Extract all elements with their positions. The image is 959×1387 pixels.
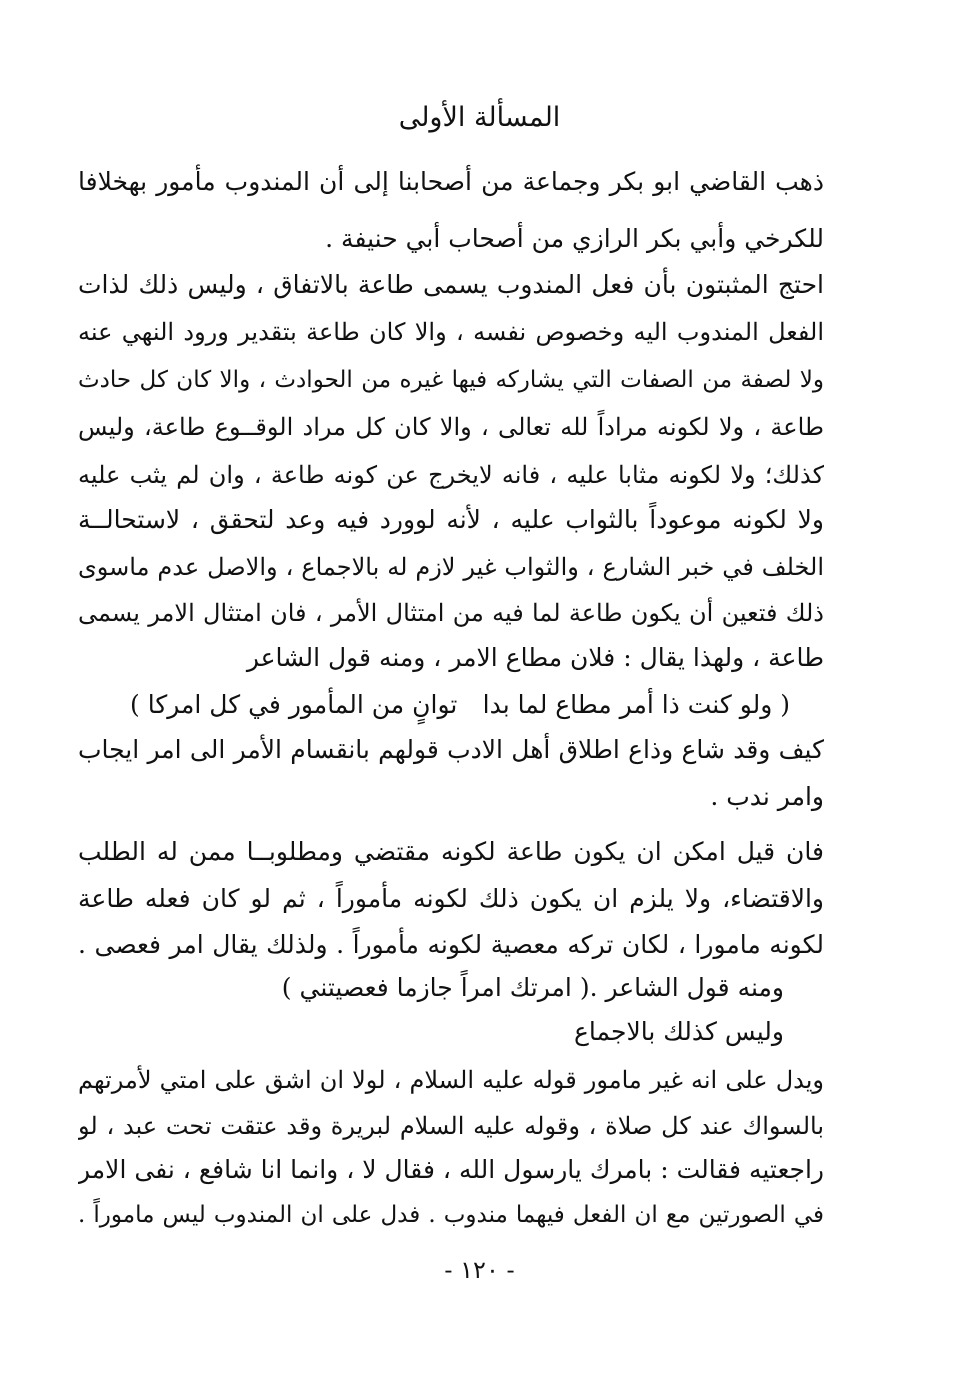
text-line: طاعة ، ولا لكونه مراداً لله تعالى ، والا كان كل مراد الوقــوع طاعة، وليس xyxy=(78,413,824,441)
text-line: كذلك؛ ولا لكونه مثابا عليه ، فانه لايخرج عن كونه طاعة ، وان لم يثب عليه xyxy=(78,461,824,489)
text-line: فان قيل امكن ان يكون طاعة لكونه مقتضي ومطلوبــا ممن له الطلب xyxy=(78,837,824,866)
text-line: الخلف في خبر الشارع ، والثواب غير لازم له بالاجماع ، والاصل عدم ماسوى xyxy=(78,553,824,581)
text-line: ولا لصفة من الصفات التي يشاركه فيها غيره من الحوادث ، والا كان كل حادث xyxy=(78,367,824,393)
text-line: وليس كذلك بالاجماع xyxy=(574,1017,784,1046)
text-line: ذلك فتعين أن يكون طاعة لما فيه من امتثال الأمر ، فان امتثال الامر يسمى xyxy=(78,599,824,627)
verse-second-hemistich: توانٍ من المأمور في كل امركا ) xyxy=(130,690,458,719)
page-number: - ١٢٠ - xyxy=(444,1256,515,1284)
text-line: في الصورتين مع ان الفعل فيهما مندوب . فدل على ان المندوب ليس ماموراً . xyxy=(78,1202,824,1228)
poetry-verse xyxy=(130,685,790,725)
text-line: احتج المثبتون بأن فعل المندوب يسمى طاعة بالاتفاق ، وليس ذلك لذات xyxy=(78,270,824,299)
text-line: ذهب القاضي ابو بكر وجماعة من أصحابنا إلى أن المندوب مأمور بهخلافا xyxy=(78,167,824,196)
text-line: طاعة ، ولهذا يقال : فلان مطاع الامر ، ومنه قول الشاعر xyxy=(246,643,824,672)
text-line: وامر ندب . xyxy=(710,782,824,811)
text-line: ومنه قول الشاعر .( امرتك امراً جازما فعصيتني ) xyxy=(281,973,784,1002)
text-line: كيف وقد شاع وذاع اطلاق أهل الادب قولهم بانقسام الأمر الى امر ايجاب xyxy=(78,735,824,764)
text-line: الفعل المندوب اليه وخصوص نفسه ، والا كان طاعة بتقدير ورود النهي عنه xyxy=(78,318,824,346)
verse-first-hemistich: ( ولو كنت ذا أمر مطاع لما بدا xyxy=(482,690,790,719)
text-line: ولا لكونه موعوداً بالثواب عليه ، لأنه لوورد فيه وعد لتحقق ، لاستحالــة xyxy=(78,505,824,534)
text-line: للكرخي وأبي بكر الرازي من أصحاب أبي حنيفة . xyxy=(325,224,824,253)
text-line: ويدل على انه غير مامور قوله عليه السلام ، لولا ان اشق على امتي لأمرتهم xyxy=(78,1066,824,1094)
text-line: لكونه مامورا ، لكان تركه معصية لكونه مأموراً . ولذلك يقال امر فعصى . xyxy=(78,930,824,959)
text-line: والاقتضاء، ولا يلزم ان يكون ذلك لكونه مأموراً ، ثم لو كان فعله طاعة xyxy=(78,884,824,913)
text-line: راجعتيه فقالت : بامرك يارسول الله ، فقال لا ، وانما انا شافع ، نفى الامر xyxy=(78,1155,824,1184)
section-heading: المسألة الأولى xyxy=(398,102,561,133)
text-line: بالسواك عند كل صلاة ، وقوله عليه السلام لبريرة وقد عتقت تحت عبد ، لو xyxy=(78,1112,824,1140)
